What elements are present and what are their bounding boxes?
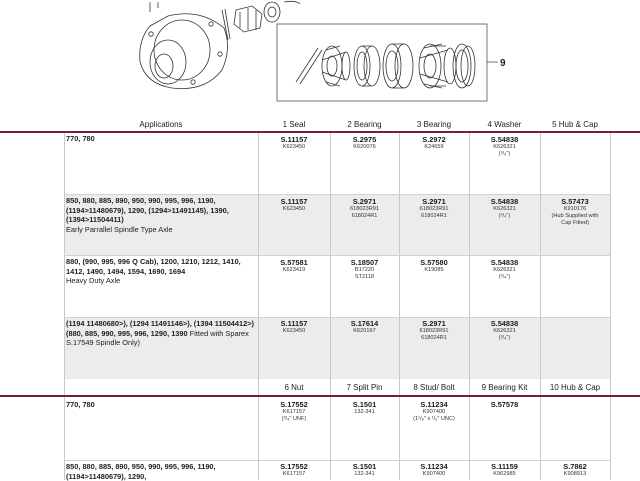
parts-illustration [0,0,640,118]
size-note: (³/₄") [498,335,511,341]
part-number: S.57473 [561,197,589,206]
part-number: S.54838 [490,258,519,267]
part-number: S.11157 [280,319,308,328]
oem-number: K623419 [282,267,306,273]
part-cell-seal [258,258,330,274]
size-note: (³/₄") [498,151,511,157]
part-cell-bearing [330,135,399,151]
oem-number: K617157 [282,409,306,415]
grid-line [469,132,470,480]
part-number: S.57578 [490,400,519,409]
part-number: S.2971 [352,197,377,206]
applications-cell [66,400,256,410]
oem-number: K24659 [424,144,444,150]
part-cell-hub-cap [540,197,610,227]
col-header-seal: 1 Seal [282,120,306,129]
table-header-bottom [0,382,640,394]
row-separator [64,460,611,461]
part-cell-hub-cap [540,462,610,478]
supply-note: Cap Fitted) [561,220,589,226]
size-note: (1¹/₈" x ¹/₂" UNC) [413,416,455,422]
oem-number: K623450 [282,206,306,212]
row-separator [64,317,611,318]
oem-number: K626321 [493,206,516,212]
col-header-applications: Applications [139,120,183,129]
oem-number: K907400 [422,471,446,477]
part-number: S.57581 [280,258,308,267]
applications-cell [66,462,256,481]
oem-number: K626321 [493,144,516,150]
parts-table [0,118,640,480]
oem-number: 618024R1 [421,213,447,219]
part-cell-seal [258,197,330,213]
col-header-bearing-kit: 9 Bearing Kit [481,383,528,392]
oem-number: K962985 [493,471,516,477]
oem-number: 618023R91 [350,206,379,212]
figure-callout-label: 9 [500,58,506,69]
applications-models: 880, (990, 995, 996 Q Cab), 1200, 1210, 1212, 1410, 1412, 1490, 1494, 1594, 1690, 1694 [66,257,241,276]
part-cell-stud-bolt [399,462,469,478]
grid-line [540,132,541,480]
applications-note: Early Parrallel Spindle Type Axle [66,224,173,234]
oem-number: K626321 [493,267,516,273]
size-note: (³/₄" UNF) [281,416,307,422]
col-header-bearing-2: 2 Bearing [347,120,382,129]
header-rule [0,131,640,133]
part-number: S.7862 [563,462,587,471]
part-cell-washer [469,258,540,281]
supply-note: (Hub Supplied with [551,213,599,219]
grid-line [330,132,331,480]
oem-number: K623450 [282,328,306,334]
part-cell-bearing [330,258,399,281]
oem-number: K620167 [353,328,376,334]
part-cell-washer [469,135,540,158]
part-number: S.11234 [420,400,448,409]
header-rule [0,395,640,397]
oem-number: 618024R1 [421,335,447,341]
part-cell-split-pin [330,462,399,478]
applications-note: Fitted with Sparex S.17549 Spindle Only) [66,328,249,348]
part-cell-washer [469,197,540,220]
applications-models: 850, 880, 885, 890, 950, 990, 995, 996, 1190, (1194>11480679), 1290, [66,462,216,481]
part-number: S.11157 [280,197,308,206]
col-header-washer: 4 Washer [487,120,522,129]
applications-models: 770, 780 [66,400,95,409]
part-number: S.11157 [280,135,308,144]
applications-models: (1194 11480680>), (1294 11491146>), (1394 11504412>) (880, 885, 990, 995, 996, 1290, 1390 [66,319,255,338]
oem-number: 132-341 [354,409,375,415]
applications-cell [66,319,256,348]
applications-models: 850, 880, 885, 890, 950, 990, 995, 996, 1190, (1194>11480679), 1290, (1294>11491145), 1390, (1394>11504411) [66,196,229,225]
part-number: S.54838 [490,135,519,144]
part-cell-nut [258,400,330,423]
part-cell-bearing [399,258,469,274]
oem-number: K907400 [422,409,446,415]
size-note: (³/₄") [498,274,511,280]
oem-number: 618024R1 [351,213,378,219]
grid-line [610,132,611,480]
oem-number: ST2118 [354,274,375,280]
grid-line [64,132,65,480]
part-cell-seal [258,135,330,151]
col-header-split-pin: 7 Split Pin [346,383,383,392]
part-number: S.2971 [422,197,446,206]
part-cell-bearing [330,319,399,335]
oem-number: K623450 [282,144,306,150]
part-cell-bearing [330,197,399,220]
oem-number: 618023R91 [419,328,449,334]
part-number: S.2971 [422,319,446,328]
part-cell-stud-bolt [399,400,469,423]
part-number: S.1501 [352,400,377,409]
applications-cell [66,134,256,144]
oem-number: 618023R91 [419,206,449,212]
col-header-nut: 6 Nut [284,383,304,392]
part-number: S.17552 [280,462,308,471]
part-cell-washer [469,319,540,342]
part-cell-bearing [399,197,469,220]
applications-note: Heavy Duty Axle [66,276,121,286]
col-header-hub-cap: 5 Hub & Cap [552,120,598,129]
row-separator [64,194,611,195]
part-number: S.2975 [352,135,377,144]
part-cell-bearing-kit [469,400,540,409]
part-number: S.54838 [490,197,519,206]
part-number: S.17552 [280,400,308,409]
col-header-bearing-3: 3 Bearing [416,120,452,129]
applications-cell [66,196,256,234]
col-header-hub-cap-2: 10 Hub & Cap [549,383,601,392]
hub-exploded-drawing [0,0,640,118]
oem-number: B17220 [354,267,375,273]
oem-number: K620076 [353,144,376,150]
oem-number: K908913 [563,471,587,477]
applications-models: 770, 780 [66,134,95,143]
oem-number: 132-341 [354,471,375,477]
part-number: S.1501 [352,462,377,471]
table-header-top [0,119,640,131]
part-cell-nut [258,462,330,478]
part-number: S.17614 [350,319,379,328]
part-cell-bearing [399,135,469,151]
part-cell-bearing-kit [469,462,540,478]
part-cell-split-pin [330,400,399,416]
oem-number: K19085 [424,267,444,273]
oem-number: K910176 [563,206,587,212]
applications-cell [66,257,256,286]
row-separator [64,255,611,256]
oem-number: K626321 [493,328,516,334]
col-header-stud-bolt: 8 Stud/ Bolt [413,383,455,392]
part-number: S.11159 [491,462,518,471]
size-note: (³/₄") [498,213,511,219]
oem-number: K617157 [282,471,306,477]
part-number: S.18507 [350,258,379,267]
part-number: S.54838 [490,319,519,328]
grid-line [258,132,259,480]
part-cell-bearing [399,319,469,342]
part-number: S.2972 [422,135,446,144]
part-cell-seal [258,319,330,335]
part-number: S.11234 [420,462,448,471]
grid-line [399,132,400,480]
part-number: S.57580 [420,258,448,267]
